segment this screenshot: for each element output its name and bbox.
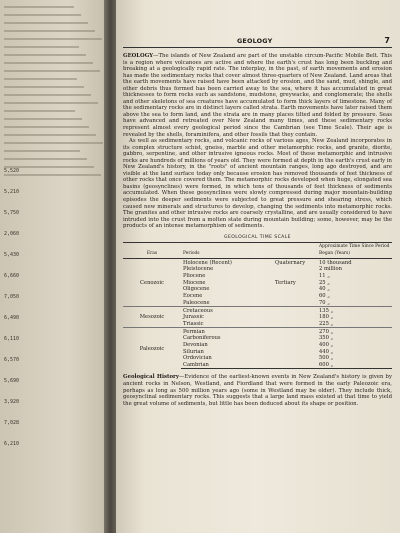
period-name: Cretaceous <box>181 307 273 314</box>
period-group <box>273 328 317 335</box>
left-page-line <box>4 158 87 160</box>
table-body <box>123 259 392 369</box>
period-name: Oligocene <box>183 286 210 293</box>
period-group <box>273 286 317 293</box>
left-page-line <box>4 54 86 56</box>
period-age: 180 „ <box>319 314 334 321</box>
period-age: 440 „ <box>319 348 334 355</box>
period-group <box>273 321 317 328</box>
period-age: 40 „ <box>319 286 330 293</box>
body-text <box>121 53 392 407</box>
era-name: Paleozoic <box>123 328 181 369</box>
period-name: Miocene <box>183 279 206 286</box>
left-page-number-column <box>4 168 64 462</box>
period-group <box>273 362 317 369</box>
left-page-line <box>4 62 93 64</box>
header-eras: Eras <box>123 243 181 259</box>
period-age: 11 „ <box>319 273 330 280</box>
left-page-number: 6,660 <box>4 273 20 279</box>
right-page <box>116 0 400 533</box>
era-name: Cenozoic <box>140 279 164 286</box>
period-age: 270 „ <box>317 328 392 335</box>
left-page-number: 3,920 <box>4 399 20 405</box>
page-number: 7 <box>384 36 390 45</box>
period-group <box>273 335 317 342</box>
period-group <box>273 266 317 273</box>
left-facing-page <box>0 0 112 533</box>
left-page-number: 5,430 <box>4 252 20 258</box>
period-name: Cambrian <box>181 362 273 369</box>
period-name: Jurassic <box>183 314 204 321</box>
period-name: Pleistocene <box>183 266 214 273</box>
running-head <box>123 36 392 48</box>
left-page-line <box>4 70 100 72</box>
period-name: Ordovician <box>183 355 212 362</box>
left-page-line <box>4 110 75 112</box>
period-name: Eocene <box>183 293 203 300</box>
paragraph-text: —The islands of New Zealand are part of the unstable circum-Pacific Mobile Belt. This is a region where volcanoes are active and where the earth's crust has long been buckling and breaking at a geologically rapid rate. The interplay, in the past, of earth movements and erosion has made the sedimentary rocks that cover almost three-quarters of New Zealand. Land areas that the earth movements have raised have been attacked by erosion, and the sand, mud, shingle, and other debris thus formed has been carried away to the sea, where it has accumulated in great thicknesses to form rocks such as sandstone, mudstone, greywacke, and conglomerate; the shells and other skeletons of sea creatures have accumulated to form thick layers of limestone. Many of the sedimentary rocks are in distinct layers called strata. Earth movements have later raised them above the sea to form land, and the strata are in many places tilted and folded by pressure. Seas have advanced and retreated over New Zealand many times, and these sedimentary rocks represent almost every geological period since the Cambrian (see Time Scale). Their age is revealed by the shells, foraminifera, and other fossils that they contain. <box>123 53 392 138</box>
period-group <box>273 300 317 307</box>
table-row <box>123 259 392 266</box>
left-page-line <box>4 86 84 88</box>
left-page-number: 7,050 <box>4 294 20 300</box>
period-group: Tertiary <box>275 279 296 286</box>
period-age: 500 „ <box>319 355 334 362</box>
left-page-number: 6,110 <box>4 336 20 342</box>
left-page-number: 5,690 <box>4 378 20 384</box>
left-page-line <box>4 134 96 136</box>
period-name: Holocene (Recent) <box>183 259 232 266</box>
period-group <box>273 342 317 349</box>
left-page-line <box>4 150 80 152</box>
left-page-line <box>4 22 88 24</box>
geological-time-scale-table <box>123 242 392 369</box>
header-age: Approximate Time Since Period Began (Years) <box>317 243 392 259</box>
period-group <box>273 355 317 362</box>
period-name: Carboniferous <box>183 335 221 342</box>
left-page-number: 6,490 <box>4 315 20 321</box>
table-title: GEOLOGICAL TIME SCALE <box>224 234 291 240</box>
period-name: Pliocene <box>183 273 206 280</box>
table-row <box>123 307 392 314</box>
left-page-line <box>4 94 91 96</box>
running-title: GEOLOGY <box>236 37 273 45</box>
left-page-line <box>4 126 89 128</box>
period-age: 60 „ <box>319 293 330 300</box>
left-page-text-lines <box>4 6 106 182</box>
period-age: 2 million <box>319 266 342 273</box>
period-age: 350 „ <box>319 335 334 342</box>
paragraph-lead: Geological History <box>123 374 179 381</box>
table-row <box>123 328 392 335</box>
period-group <box>273 293 317 300</box>
period-age: 600 „ <box>317 362 392 369</box>
period-age: 25 „ <box>319 279 330 286</box>
paragraph-text: As well as sedimentary rocks, and volcanic rocks of various ages, New Zealand incorporates in its complex structure schist, gneiss, marble and other metamorphic rocks, and granite, diorite, gabbro, serpentine, and other intrusive igneous rocks. Most of these metamorphic and intrusive rocks are hundreds of millions of years old. They were formed at depth in the earth's crust early in New Zealand's history, in the "roots" of ancient mountain ranges, long ago destroyed, and are visible at the land surface today only because erosion has removed thousands of feet thickness of other rocks that once covered them. The metamorphic rocks developed when huge, elongated sea basins (geosynclines) were formed, in which tens of thousands of feet thickness of sediments accumulated. When these geosynclines were slowly compressed during major mountain-building episodes the deeper sediments were subjected to great pressure and shearing stress, which caused new minerals and structures to develop, changing the sediments into metamorphic rocks. The granites and other intrusive rocks are coarsely crystalline, and are usually considered to have intruded into the crust from a molten state during mountain building; some, however, may be the products of an intense metamorphism of sediments. <box>123 138 392 230</box>
period-age: 135 „ <box>317 307 392 314</box>
paragraph-text: —Evidence of the earliest-known events in New Zealand's history is given by ancient rocks in Nelson, Westland, and Fiordland that were formed in the early Paleozoic era, perhaps as long as 500 million years ago (some in Westland may be older). They include thick, geosynclinal sedimentary rocks. This suggests that a large land mass existed at that time to yield the great volume of sediments, but little has been deduced about its shape or position. <box>123 374 392 407</box>
paragraph-rocks <box>123 138 392 230</box>
period-group <box>273 273 317 280</box>
paragraph-geological-history <box>123 374 392 407</box>
left-page-number: 5,210 <box>4 189 20 195</box>
left-page-line <box>4 30 95 32</box>
left-page-number: 7,028 <box>4 420 20 426</box>
period-group: Quaternary <box>275 259 306 266</box>
left-page-number: 6,570 <box>4 357 20 363</box>
header-periods: Periods <box>181 243 273 259</box>
period-age: 10 thousand <box>319 259 352 266</box>
period-group <box>273 314 317 321</box>
left-page-number: 2,060 <box>4 231 20 237</box>
paragraph-lead: GEOLOGY <box>123 53 154 59</box>
period-name: Triassic <box>183 320 204 327</box>
paragraph-geology <box>123 53 392 138</box>
left-page-line <box>4 142 103 144</box>
period-age: 400 „ <box>319 341 334 348</box>
era-name: Mesozoic <box>123 307 181 328</box>
period-group <box>273 348 317 355</box>
left-page-line <box>4 46 79 48</box>
period-name: Permian <box>181 328 273 335</box>
period-name: Silurian <box>183 348 204 355</box>
left-page-line <box>4 6 74 8</box>
period-age: 70 „ <box>319 299 330 306</box>
period-name: Paleocene <box>183 299 210 306</box>
left-page-number: 6,210 <box>4 441 20 447</box>
left-page-line <box>4 14 81 16</box>
left-page-line <box>4 78 77 80</box>
left-page-line <box>4 118 82 120</box>
period-age: 225 „ <box>319 320 334 327</box>
period-name: Devonian <box>183 341 208 348</box>
left-page-number: 5,520 <box>4 168 20 174</box>
period-group <box>273 307 317 314</box>
left-page-number: 5,750 <box>4 210 20 216</box>
left-page-line <box>4 102 98 104</box>
left-page-line <box>4 38 102 40</box>
